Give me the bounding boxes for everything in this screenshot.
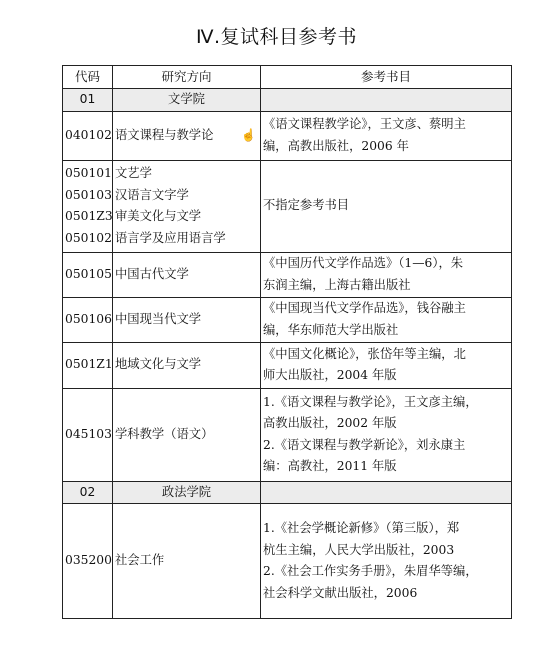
school-empty-cell	[261, 481, 512, 504]
reference-line: 《语文课程教学论》，王文彦、蔡明主	[263, 117, 466, 131]
direction-cell	[113, 504, 261, 619]
table-header-row	[63, 66, 512, 89]
direction-value: 地域文化与文学	[115, 357, 202, 372]
code-value: 050102	[65, 230, 112, 245]
school-name: 政法学院	[113, 481, 261, 504]
school-empty-cell	[261, 89, 512, 112]
code-cell	[63, 342, 113, 388]
reference-line: 2.《语文课程与教学新论》，刘永康主	[263, 437, 466, 452]
reference-line: 1.《社会学概论新修》（第三版），郑	[263, 521, 460, 535]
direction-value: 学科教学（语文）	[115, 426, 214, 441]
reference-line: 编，高教出版社，2006 年	[263, 138, 409, 153]
school-code: 02	[63, 481, 113, 504]
direction-value: 汉语言文字学	[115, 187, 189, 202]
code-cell	[63, 111, 113, 160]
code-value: 050106	[65, 311, 112, 326]
reference-cell	[261, 160, 512, 252]
reference-line: 1.《语文课程与教学论》，王文彦主编，	[263, 394, 478, 409]
reference-cell	[261, 504, 512, 619]
code-value: 0501Z1	[65, 357, 113, 372]
reference-cell	[261, 252, 512, 297]
reference-line: 编：高教社，2011 年版	[263, 459, 397, 473]
reference-line: 高教出版社，2002 年版	[263, 416, 397, 430]
table-row	[63, 297, 512, 342]
code-cell	[63, 388, 113, 481]
direction-value: 中国古代文学	[115, 266, 189, 281]
direction-cell	[113, 297, 261, 342]
code-value: 040102	[65, 127, 112, 142]
header-direction: 研究方向	[113, 66, 261, 89]
table-row	[63, 111, 512, 160]
table-row	[63, 160, 512, 252]
reference-line: 不指定参考书目	[263, 198, 350, 213]
header-references: 参考书目	[261, 66, 512, 89]
table-row	[63, 504, 512, 619]
reference-line: 2.《社会工作实务手册》，朱眉华等编，	[263, 564, 478, 578]
code-value: 050103	[65, 187, 112, 202]
code-value: 035200	[65, 553, 112, 568]
direction-cell	[113, 160, 261, 252]
direction-value: 社会工作	[115, 553, 165, 568]
school-row	[63, 89, 512, 112]
reference-line: 社会科学文献出版社，2006	[263, 585, 418, 600]
reference-line: 东润主编，上海古籍出版社	[263, 277, 411, 292]
reference-books-table	[62, 65, 512, 619]
table-row	[63, 252, 512, 297]
direction-value: 语文课程与教学论	[115, 127, 214, 142]
reference-line: 《中国历代文学作品选》（1—6），朱	[263, 256, 464, 270]
table-row	[63, 342, 512, 388]
school-code: 01	[63, 89, 113, 112]
reference-line: 杭生主编，人民大学出版社，2003	[263, 542, 455, 557]
direction-cell	[113, 388, 261, 481]
header-code: 代码	[63, 66, 113, 89]
reference-line: 师大出版社，2004 年版	[263, 368, 397, 382]
direction-cell	[113, 111, 261, 160]
direction-cell	[113, 342, 261, 388]
reference-cell	[261, 111, 512, 160]
code-value: 050101	[65, 166, 112, 180]
reference-line: 《中国文化概论》，张岱年等主编，北	[263, 346, 466, 361]
code-value: 050105	[65, 266, 112, 281]
reference-cell	[261, 342, 512, 388]
direction-value: 审美文化与文学	[115, 209, 202, 223]
direction-value: 中国现当代文学	[115, 311, 202, 326]
table-row	[63, 388, 512, 481]
hand-cursor-icon: ☝	[241, 127, 256, 142]
direction-value: 文艺学	[115, 166, 152, 180]
direction-cell	[113, 252, 261, 297]
reference-cell	[261, 297, 512, 342]
school-name: 文学院	[113, 89, 261, 112]
direction-value: 语言学及应用语言学	[115, 230, 226, 245]
code-cell	[63, 504, 113, 619]
school-row	[63, 481, 512, 504]
code-cell	[63, 160, 113, 252]
page-title: Ⅳ.复试科目参考书	[195, 26, 358, 48]
reference-line: 《中国现当代文学作品选》，钱谷融主	[263, 301, 466, 315]
reference-cell	[261, 388, 512, 481]
code-cell	[63, 297, 113, 342]
code-value: 0501Z3	[65, 209, 113, 223]
code-cell	[63, 252, 113, 297]
reference-line: 编，华东师范大学出版社	[263, 322, 399, 337]
code-value: 045103	[65, 426, 112, 441]
